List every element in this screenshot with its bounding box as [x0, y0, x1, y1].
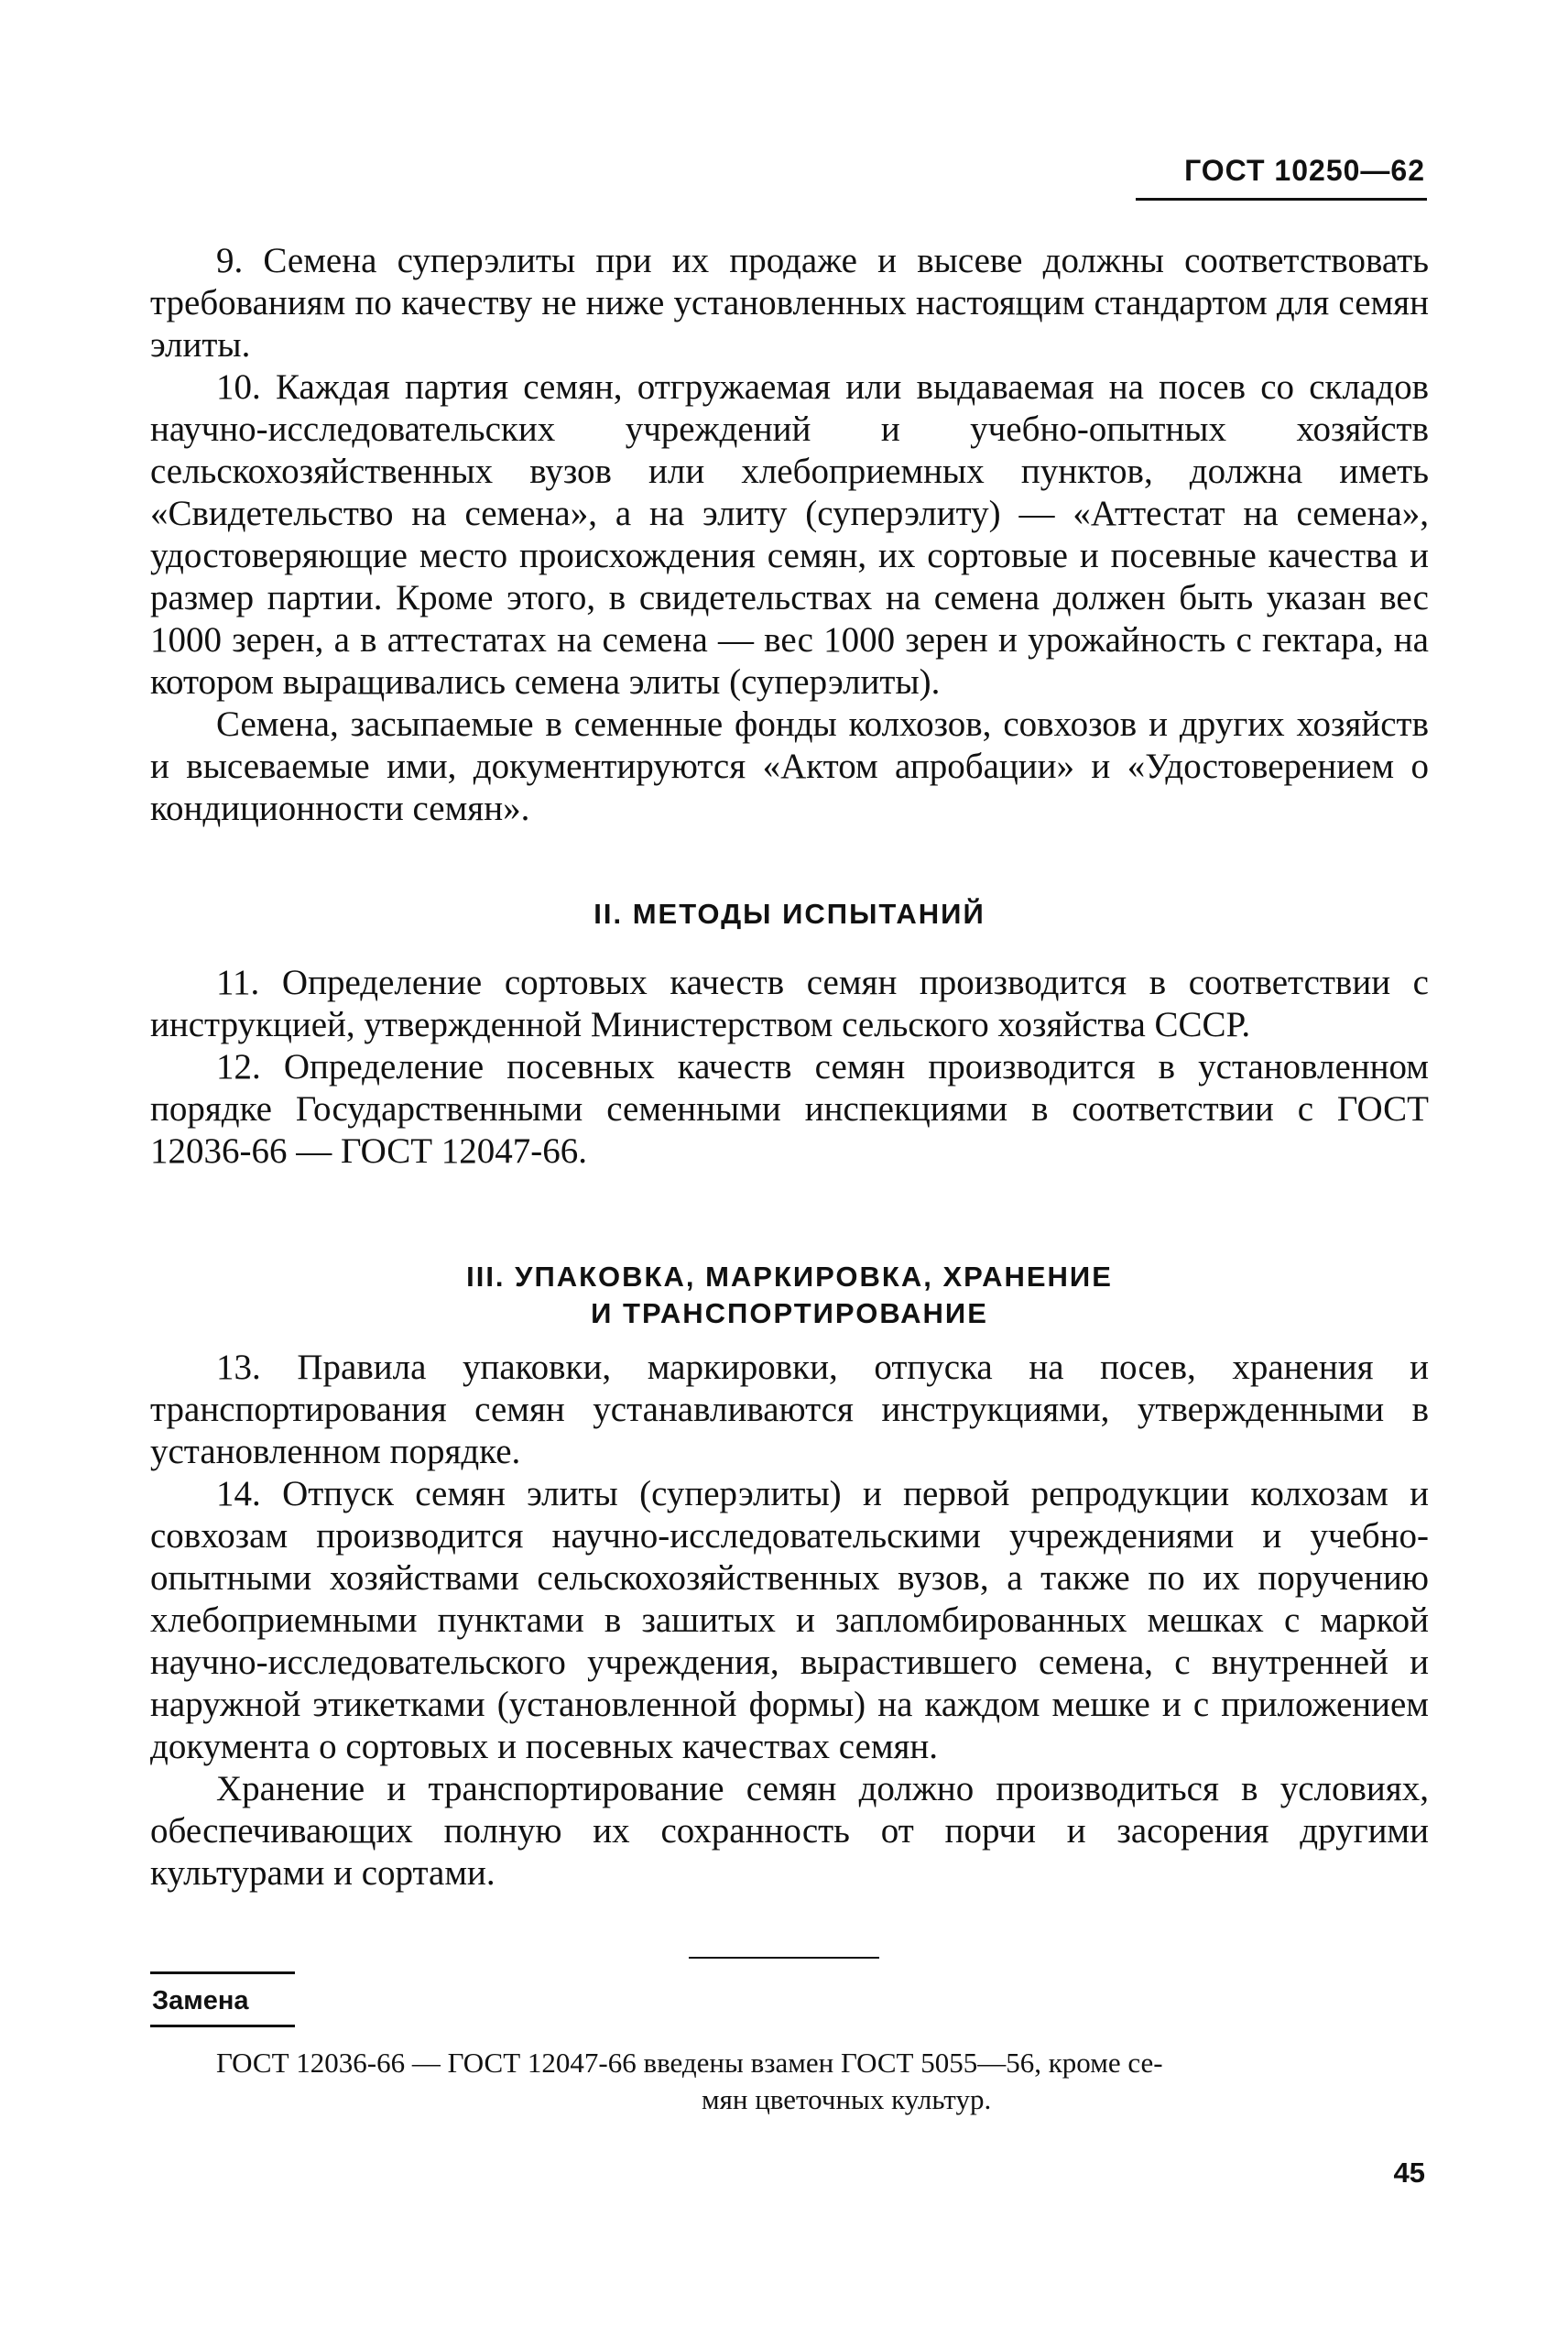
section-heading-packaging [150, 1259, 1429, 1332]
paragraph-9: 9. Семена суперэлиты при их продаже и высеве должны соответствовать требованиям по качеству не ниже установленных настоящим стандартом для семян элиты. [150, 241, 1429, 365]
paragraph-11: 11. Определение сортовых качеств семян производится в соответствии с инструкцией, утвержденной Министерством сельского хозяйства СССР. [150, 963, 1429, 1044]
paragraph-13: 13. Правила упаковки, маркировки, отпуска на посев, хранения и транспортирования семян устанавливаются инструкциями, утвержденными в установленном порядке. [150, 1348, 1429, 1471]
paragraph-12: 12. Определение посевных качеств семян производится в установленном порядке Государственными семенными инспекциями в соответствии с ГОСТ 12036-66 — ГОСТ 12047-66. [150, 1047, 1429, 1171]
section-heading-test-methods: II. МЕТОДЫ ИСПЫТАНИЙ [593, 898, 985, 930]
document-code-header: ГОСТ 10250—62 [1184, 154, 1425, 187]
footnote-label-rule-top [150, 1971, 295, 1974]
paragraph-storage: Хранение и транспортирование семян должно производиться в условиях, обеспечивающих полную их сохранность от порчи и засорения другими культурами и сортами. [150, 1769, 1429, 1893]
footnote-label: Замена [152, 1986, 249, 2015]
section3-body [150, 1347, 1429, 1895]
footnote-line-1: ГОСТ 12036-66 — ГОСТ 12047-66 введены взамен ГОСТ 5055—56, кроме се- [216, 2047, 1163, 2079]
section-heading-packaging-line1: III. УПАКОВКА, МАРКИРОВКА, ХРАНЕНИЕ [466, 1261, 1113, 1293]
footnote-line-2: мян цветочных культур. [702, 2083, 992, 2115]
section2-body [150, 962, 1429, 1173]
paragraph-seed-funds: Семена, засыпаемые в семенные фонды колхозов, совхозов и других хозяйств и высеваемые ими, документируются «Актом апробации» и «Удостоверением о кондиционности семян». [150, 704, 1429, 828]
section-heading-packaging-line2: И ТРАНСПОРТИРОВАНИЕ [591, 1297, 988, 1329]
page-number: 45 [1393, 2157, 1425, 2189]
section1-body [150, 240, 1429, 830]
header-underline [1136, 198, 1427, 201]
paragraph-14: 14. Отпуск семян элиты (суперэлиты) и первой репродукции колхозам и совхозам производится научно-исследовательскими учреждениями и учебно-опытными хозяйствами сельскохозяйственных вузов, а также по их поручению хлебоприемными пунктами в зашитых и запломбированных мешках с маркой научно-исследовательского учреждения, вырастившего семена, с внутренней и наружной этикетками (установленной формы) на каждом мешке и с приложением документа о сортовых и посевных качествах семян. [150, 1474, 1429, 1766]
paragraph-10: 10. Каждая партия семян, отгружаемая или выдаваемая на посев со складов научно-исследовательских учреждений и учебно-опытных хозяйств сельскохозяйственных вузов или хлебоприемных пунктов, должна иметь «Свидетельство на семена», а на элиту (суперэлиту) — «Аттестат на семена», удостоверяющие место происхождения семян, их сортовые и посевные качества и размер партии. Кроме этого, в свидетельствах на семена должен быть указан вес 1000 зерен, а в аттестатах на семена — вес 1000 зерен и урожайность с гектара, на котором выращивались семена элиты (суперэлиты). [150, 367, 1429, 702]
end-of-text-divider [689, 1957, 879, 1959]
footnote-label-rule-bottom [150, 2025, 295, 2027]
footnote-text [216, 2045, 1425, 2118]
